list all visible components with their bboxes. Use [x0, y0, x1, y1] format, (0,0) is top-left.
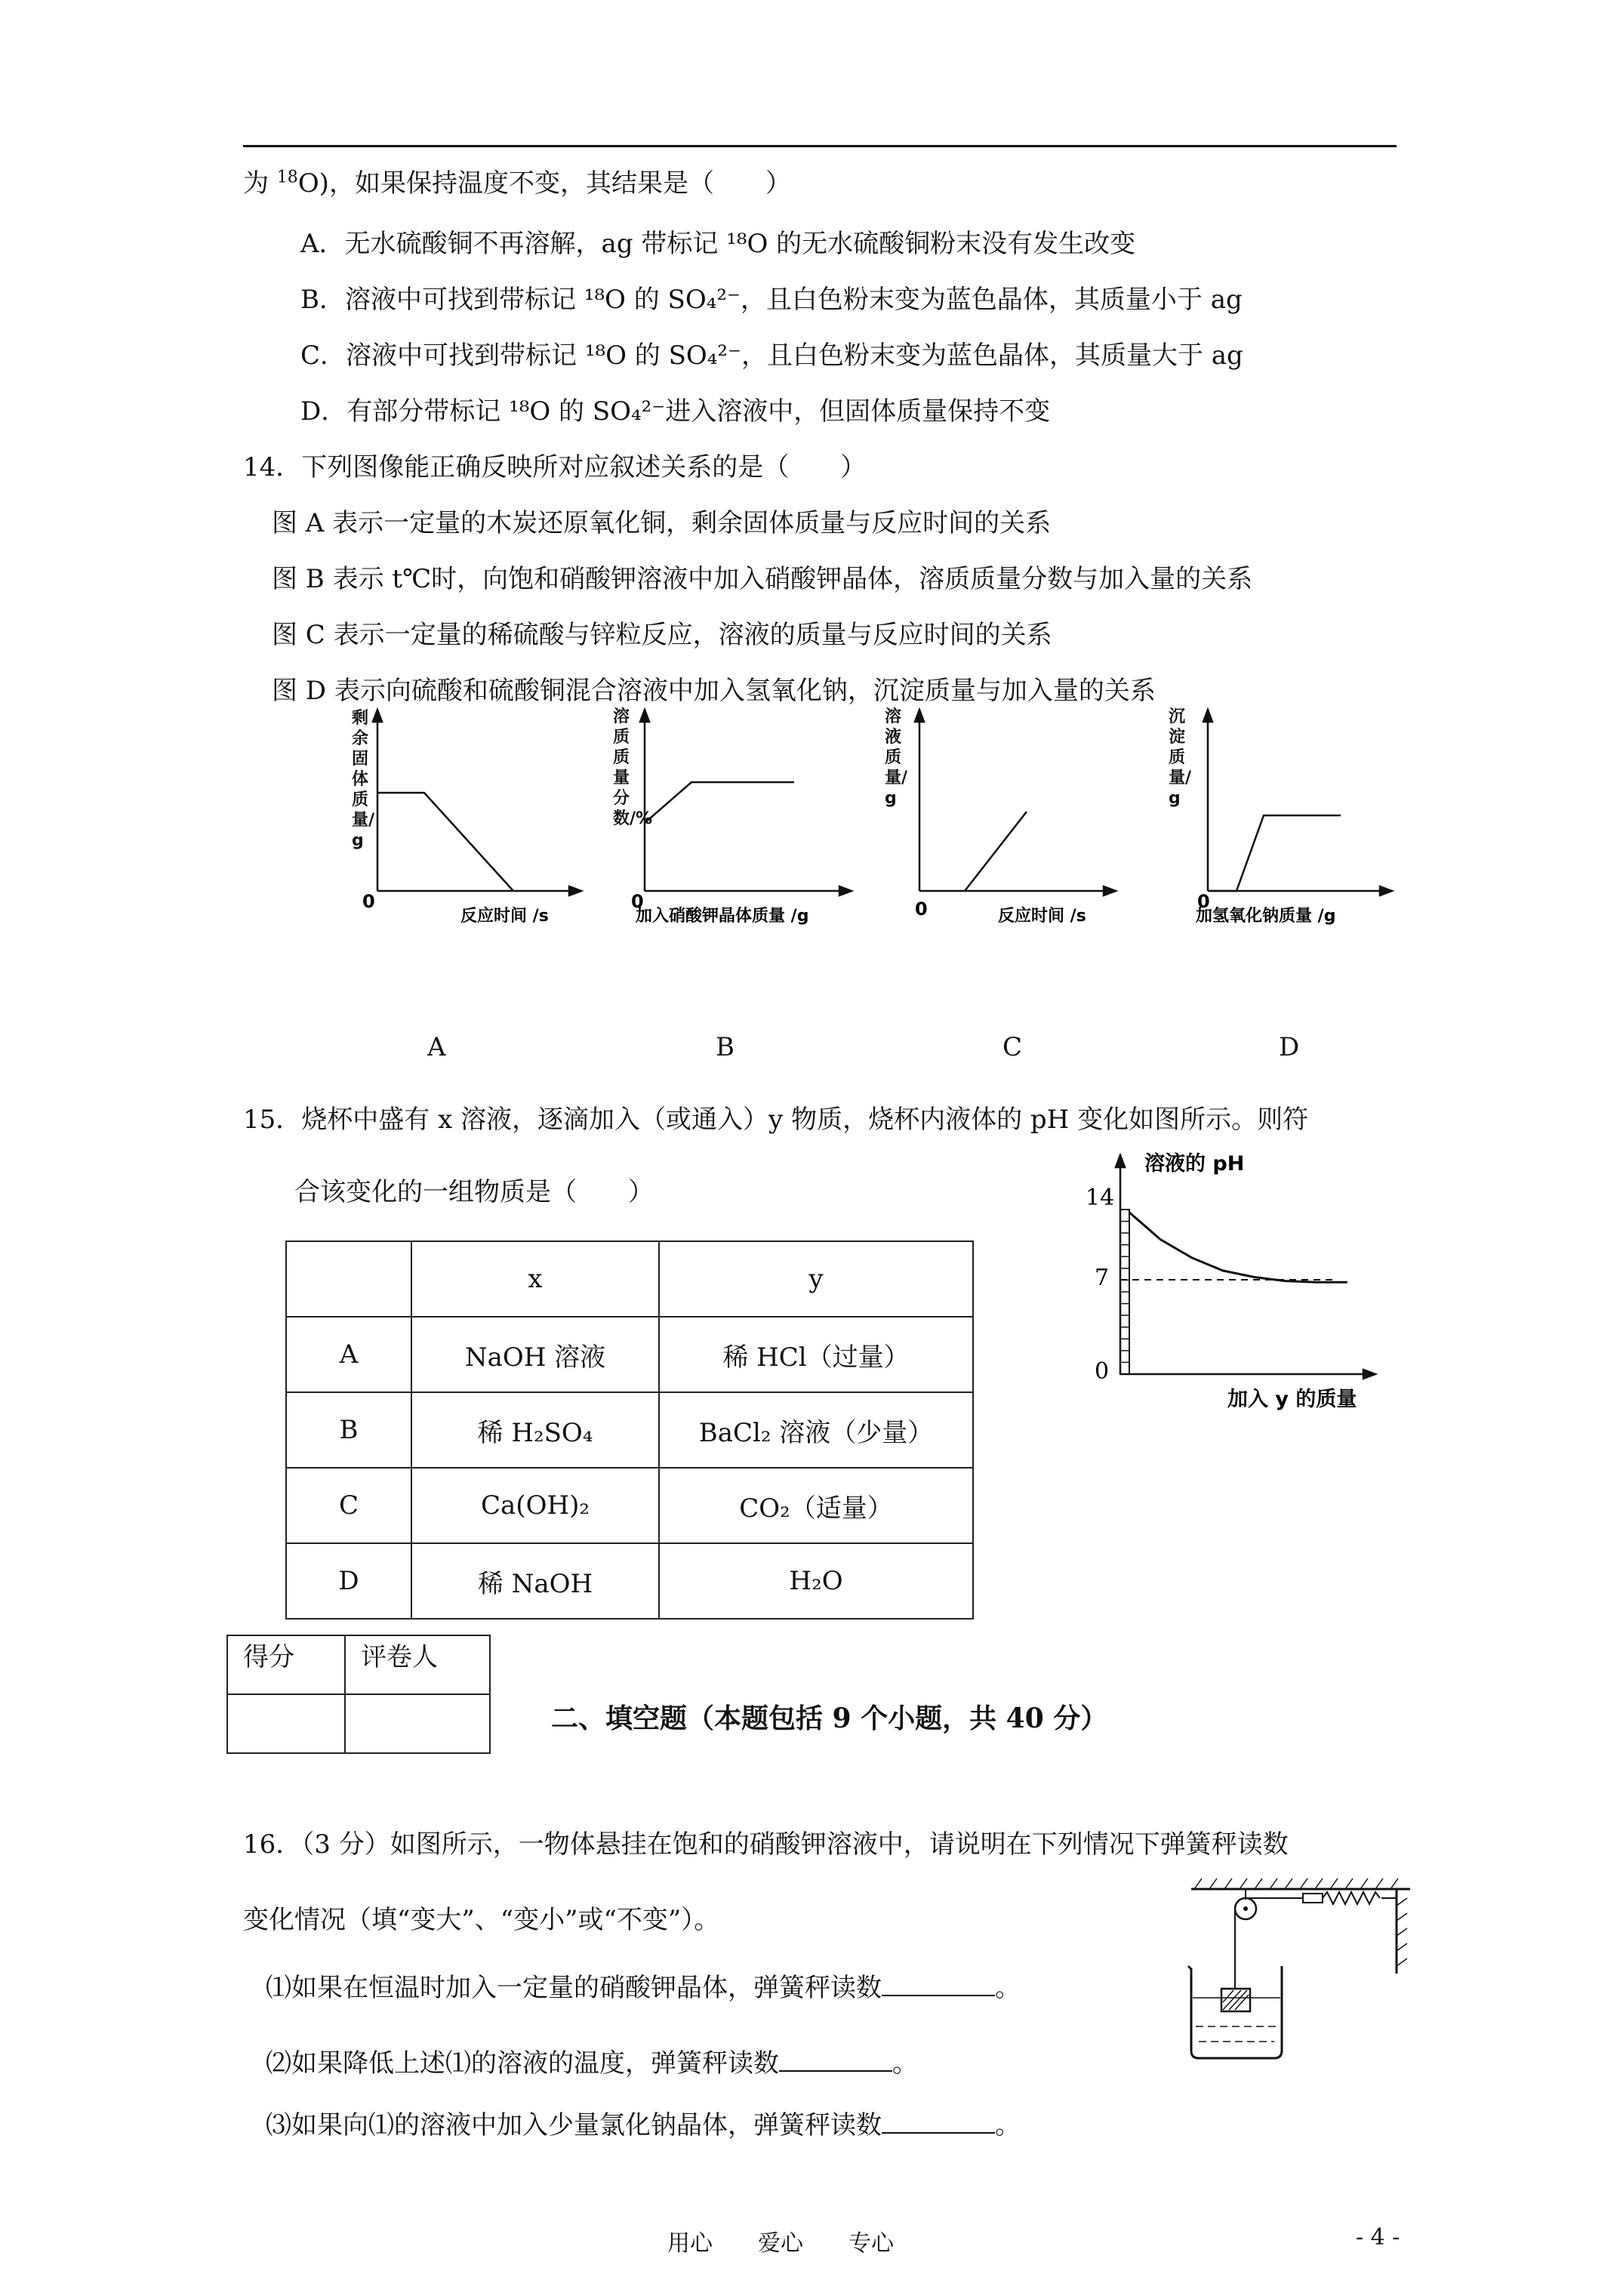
- answer-blank-2[interactable]: [779, 2048, 892, 2072]
- score-box: [226, 1635, 491, 1754]
- ph-xlabel: 加入 y 的质量: [1227, 1388, 1357, 1411]
- ph-title: 溶液的 pH: [1144, 1152, 1245, 1176]
- graph-c-ylabel: 溶液质量/g: [885, 707, 908, 808]
- q14-desc-c: 图 C 表示一定量的稀硫酸与锌粒反应，溶液的质量与反应时间的关系: [272, 620, 1052, 650]
- spring-balance-apparatus: [1184, 1875, 1410, 2067]
- graph-a-xlabel: 反应时间 /s: [460, 907, 549, 926]
- graph-d-xlabel: 加氢氧化钠质量 /g: [1196, 907, 1336, 926]
- table-header-cell: [286, 1241, 411, 1317]
- q15-stem-1: 15．烧杯中盛有 x 溶液，逐滴加入（或通入）y 物质，烧杯内液体的 pH 变化如图所示。则符: [243, 1105, 1309, 1135]
- table-cell: BaCl₂ 溶液（少量）: [659, 1392, 973, 1468]
- table-row: [286, 1468, 973, 1543]
- answer-blank-3[interactable]: [882, 2110, 995, 2134]
- q13-option-b: B．溶液中可找到带标记 ¹⁸O 的 SO₄²⁻，且白色粉末变为蓝色晶体，其质量小于 ag: [300, 285, 1243, 315]
- graph-c-line: [965, 812, 1027, 891]
- table-cell: A: [286, 1317, 411, 1392]
- graph-a-letter: A: [427, 1032, 446, 1062]
- graph-d-line: [1208, 815, 1341, 891]
- graph-b-ylabel: 溶质质量分数/%: [613, 707, 653, 828]
- graph-a-line: [377, 793, 513, 891]
- table-cell: Ca(OH)₂: [411, 1468, 659, 1543]
- table-row: [286, 1543, 973, 1619]
- table-cell: NaOH 溶液: [411, 1317, 659, 1392]
- graph-c-svg: [877, 702, 1126, 936]
- graph-a: [332, 702, 581, 939]
- table-row: [286, 1392, 973, 1468]
- q14-desc-a: 图 A 表示一定量的木炭还原氧化铜，剩余固体质量与反应时间的关系: [272, 508, 1052, 538]
- q14-desc-d: 图 D 表示向硫酸和硫酸铜混合溶液中加入氢氧化钠，沉淀质量与加入量的关系: [272, 676, 1156, 706]
- q14-desc-b: 图 B 表示 t℃时，向饱和硝酸钾溶液中加入硝酸钾晶体，溶质质量分数与加入量的关系: [272, 564, 1253, 594]
- q15-stem-2: 合该变化的一组物质是（ ）: [294, 1177, 654, 1207]
- graph-d-letter: D: [1279, 1032, 1300, 1062]
- table-cell: B: [286, 1392, 411, 1468]
- table-header-cell: y: [659, 1241, 973, 1317]
- table-cell: 稀 H₂SO₄: [411, 1392, 659, 1468]
- q16-part-1: ⑴如果在恒温时加入一定量的硝酸钾晶体，弹簧秤读数 。: [266, 1973, 1021, 2003]
- q13-option-d: D．有部分带标记 ¹⁸O 的 SO₄²⁻进入溶液中，但固体质量保持不变: [300, 396, 1051, 427]
- score-label: 得分: [227, 1635, 345, 1694]
- q13-option-a: A．无水硫酸铜不再溶解，ag 带标记 ¹⁸O 的无水硫酸铜粉末没有发生改变: [300, 229, 1136, 259]
- ph-curve: [1129, 1213, 1347, 1283]
- header-rule: [243, 145, 1397, 147]
- section-2-title: 二、填空题（本题包括 9 个小题，共 40 分）: [551, 1703, 1108, 1734]
- q15-table: [285, 1240, 974, 1620]
- graph-a-origin: 0: [362, 891, 375, 912]
- q16-stem-2: 变化情况（填“变大”、“变小”或“不变”）。: [243, 1905, 720, 1935]
- table-header-cell: x: [411, 1241, 659, 1317]
- q14-stem: 14．下列图像能正确反映所对应叙述关系的是（ ）: [243, 452, 867, 482]
- graph-d-ylabel: 沉淀质量/g: [1169, 707, 1192, 808]
- q13-intro: 为 $^{18}$O)，如果保持温度不变，其结果是（ ）: [243, 168, 791, 199]
- table-cell: D: [286, 1543, 411, 1619]
- table-header-row: [286, 1241, 973, 1317]
- page-number: - 4 -: [1356, 2224, 1400, 2251]
- q16-part-2: ⑵如果降低上述⑴的溶液的温度，弹簧秤读数 。: [266, 2048, 918, 2079]
- spring: [1323, 1892, 1380, 1904]
- graph-d: [1158, 702, 1445, 939]
- score-cell[interactable]: [227, 1694, 345, 1753]
- graph-c: [877, 702, 1126, 939]
- graph-c-xlabel: 反应时间 /s: [998, 907, 1086, 926]
- graph-c-letter: C: [1002, 1032, 1023, 1062]
- graph-a-ylabel: 剩余固体质量/g: [352, 709, 375, 850]
- ph-tick-14: 14: [1086, 1185, 1115, 1211]
- graph-d-svg: [1158, 702, 1445, 936]
- ph-chart: [1072, 1148, 1397, 1422]
- grader-cell[interactable]: [345, 1694, 490, 1753]
- footer-motto: 用心 爱心 专心: [667, 2230, 894, 2257]
- graph-b: [601, 702, 888, 939]
- answer-blank-1[interactable]: [882, 1972, 995, 1996]
- ph-tick-0: 0: [1095, 1358, 1110, 1385]
- table-cell: 稀 HCl（过量）: [659, 1317, 973, 1392]
- table-row: [286, 1317, 973, 1392]
- graph-b-line: [645, 782, 794, 823]
- graph-b-xlabel: 加入硝酸钾晶体质量 /g: [636, 907, 809, 926]
- ph-tick-7: 7: [1095, 1265, 1110, 1291]
- ph-chart-svg: [1072, 1148, 1397, 1419]
- graph-c-origin: 0: [915, 898, 928, 920]
- q16-stem-1: 16．（3 分）如图所示，一物体悬挂在饱和的硝酸钾溶液中，请说明在下列情况下弹簧秤读数: [243, 1829, 1289, 1860]
- table-cell: 稀 NaOH: [411, 1543, 659, 1619]
- table-cell: H₂O: [659, 1543, 973, 1619]
- grader-label: 评卷人: [345, 1635, 490, 1694]
- graph-b-origin: 0: [631, 891, 644, 912]
- q16-part-3: ⑶如果向⑴的溶液中加入少量氯化钠晶体，弹簧秤读数 。: [266, 2110, 1021, 2140]
- graph-b-letter: B: [716, 1032, 735, 1062]
- graph-d-origin: 0: [1197, 891, 1210, 912]
- q13-option-c: C．溶液中可找到带标记 ¹⁸O 的 SO₄²⁻，且白色粉末变为蓝色晶体，其质量大于 ag: [300, 341, 1243, 371]
- table-cell: C: [286, 1468, 411, 1543]
- table-cell: CO₂（适量）: [659, 1468, 973, 1543]
- apparatus-svg: [1184, 1875, 1410, 2064]
